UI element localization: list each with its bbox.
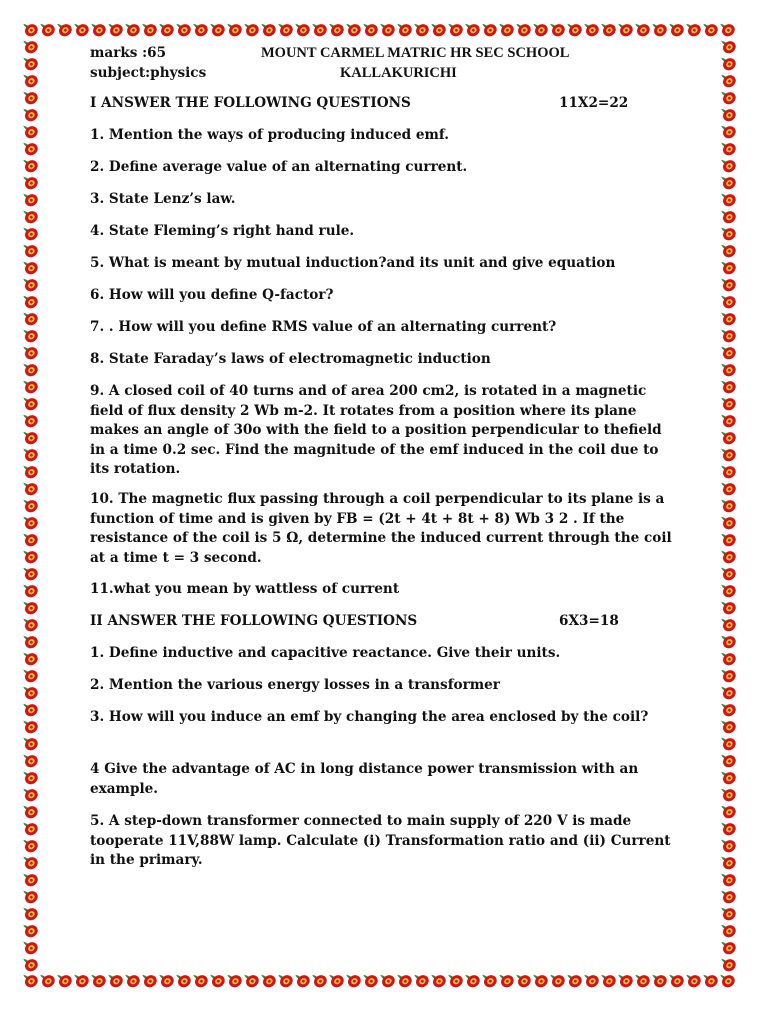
border-flower: [20, 698, 40, 719]
border-flower: [190, 18, 210, 39]
border-flower: [718, 324, 738, 345]
question-1-11: 11.what you mean by wattless of current: [90, 581, 400, 597]
border-flower: [462, 969, 482, 990]
border-flower: [683, 969, 703, 990]
border-flower: [394, 969, 414, 990]
border-flower: [173, 18, 193, 39]
border-flower: [20, 494, 40, 515]
border-flower: [718, 494, 738, 515]
border-flower: [718, 460, 738, 481]
border-flower: [718, 375, 738, 396]
section-2-title: II ANSWER THE FOLLOWING QUESTIONS: [90, 613, 418, 629]
border-flower: [292, 969, 312, 990]
border-flower: [241, 18, 261, 39]
border-flower: [37, 969, 57, 990]
border-flower: [718, 834, 738, 855]
question-1-9: 9. A closed coil of 40 turns and of area 200 cm2, is rotated in a magnetic field of flux density 2 Wb m-2. It rotates from a position where its plane makes an angle of 30o with the field to a position perpendicular to thefield in a time 0.2 sec. Find the magnitude of the emf induced in the coil due to its rotation.: [90, 383, 662, 477]
border-flower: [20, 103, 40, 124]
border-flower: [224, 18, 244, 39]
border-flower: [20, 851, 40, 872]
border-flower: [649, 969, 669, 990]
border-flower: [20, 443, 40, 464]
border-flower: [564, 969, 584, 990]
border-flower: [718, 732, 738, 753]
border-flower: [20, 324, 40, 345]
border-flower: [598, 18, 618, 39]
border-flower: [547, 18, 567, 39]
border-flower: [20, 783, 40, 804]
border-flower: [20, 392, 40, 413]
border-flower: [20, 205, 40, 226]
border-flower: [20, 409, 40, 430]
border-flower: [20, 375, 40, 396]
border-flower: [718, 749, 738, 770]
border-flower: [718, 562, 738, 583]
border-flower: [54, 969, 74, 990]
border-flower: [20, 647, 40, 668]
border-flower: [718, 69, 738, 90]
border-flower: [718, 103, 738, 124]
border-flower: [139, 969, 159, 990]
border-flower: [20, 919, 40, 940]
border-flower: [700, 969, 720, 990]
border-flower: [20, 341, 40, 362]
border-flower: [20, 834, 40, 855]
border-flower: [718, 171, 738, 192]
border-flower: [666, 969, 686, 990]
section-1-marks: 11X2=22: [559, 95, 629, 111]
border-flower: [20, 562, 40, 583]
border-flower: [479, 969, 499, 990]
border-flower: [258, 969, 278, 990]
question-1-3: 3. State Lenz’s law.: [90, 191, 236, 207]
border-flower: [20, 171, 40, 192]
border-flower: [292, 18, 312, 39]
border-flower: [394, 18, 414, 39]
border-flower: [718, 817, 738, 838]
section-1-title: I ANSWER THE FOLLOWING QUESTIONS: [90, 95, 411, 111]
border-flower: [530, 969, 550, 990]
border-flower: [20, 936, 40, 957]
border-flower: [513, 18, 533, 39]
border-flower: [496, 969, 516, 990]
question-2-1: 1. Define inductive and capacitive reactance. Give their units.: [90, 645, 561, 661]
total-marks: marks :65: [90, 45, 167, 61]
border-flower: [718, 698, 738, 719]
border-flower: [718, 613, 738, 634]
border-flower: [718, 307, 738, 328]
border-flower: [343, 969, 363, 990]
border-flower: [20, 358, 40, 379]
border-flower: [615, 18, 635, 39]
border-flower: [428, 969, 448, 990]
border-flower: [122, 969, 142, 990]
border-flower: [718, 630, 738, 651]
border-flower: [20, 188, 40, 209]
border-flower: [666, 18, 686, 39]
border-flower: [513, 969, 533, 990]
border-flower: [718, 868, 738, 889]
border-flower: [20, 868, 40, 889]
question-1-8: 8. State Faraday’s laws of electromagnetic induction: [90, 351, 491, 367]
border-flower: [530, 18, 550, 39]
border-flower: [479, 18, 499, 39]
border-flower: [20, 35, 40, 56]
border-flower: [88, 18, 108, 39]
border-flower: [156, 969, 176, 990]
border-flower: [377, 18, 397, 39]
border-flower: [20, 256, 40, 277]
border-flower: [718, 766, 738, 787]
border-flower: [20, 69, 40, 90]
question-1-5: 5. What is meant by mutual induction?and its unit and give equation: [90, 255, 616, 271]
border-flower: [718, 443, 738, 464]
border-flower: [411, 969, 431, 990]
border-flower: [718, 290, 738, 311]
border-flower: [462, 18, 482, 39]
border-flower: [718, 715, 738, 736]
border-flower: [207, 969, 227, 990]
border-flower: [718, 273, 738, 294]
border-flower: [20, 273, 40, 294]
border-flower: [20, 613, 40, 634]
border-flower: [20, 290, 40, 311]
border-flower: [718, 953, 738, 974]
border-flower: [717, 969, 737, 990]
border-flower: [445, 969, 465, 990]
border-flower: [20, 545, 40, 566]
border-flower: [718, 545, 738, 566]
border-flower: [718, 52, 738, 73]
border-flower: [718, 188, 738, 209]
border-flower: [20, 800, 40, 821]
border-flower: [122, 18, 142, 39]
border-flower: [20, 154, 40, 175]
border-flower: [683, 18, 703, 39]
border-flower: [20, 18, 40, 39]
question-2-3: 3. How will you induce an emf by changing the area enclosed by the coil?: [90, 709, 649, 725]
question-1-4: 4. State Fleming’s right hand rule.: [90, 223, 355, 239]
border-flower: [360, 969, 380, 990]
border-flower: [20, 239, 40, 260]
border-flower: [224, 969, 244, 990]
border-flower: [20, 52, 40, 73]
border-flower: [88, 969, 108, 990]
border-flower: [326, 969, 346, 990]
border-flower: [105, 18, 125, 39]
border-flower: [20, 749, 40, 770]
border-flower: [20, 885, 40, 906]
border-flower: [275, 18, 295, 39]
border-flower: [20, 511, 40, 532]
border-flower: [20, 766, 40, 787]
border-flower: [343, 18, 363, 39]
border-flower: [20, 222, 40, 243]
school-location: KALLAKURICHI: [340, 65, 457, 81]
border-flower: [156, 18, 176, 39]
border-flower: [20, 86, 40, 107]
border-flower: [309, 18, 329, 39]
border-flower: [20, 953, 40, 974]
border-flower: [20, 715, 40, 736]
question-2-4: 4 Give the advantage of AC in long distance power transmission with an example.: [90, 761, 639, 797]
border-flower: [718, 426, 738, 447]
border-flower: [20, 902, 40, 923]
border-flower: [20, 969, 40, 990]
border-flower: [309, 969, 329, 990]
border-flower: [718, 256, 738, 277]
border-flower: [718, 341, 738, 362]
question-2-5: 5. A step-down transformer connected to main supply of 220 V is made tooperate 11V,88W lamp. Calculate (i) Transformation ratio and (ii) Current in the primary.: [90, 813, 671, 868]
border-flower: [718, 222, 738, 243]
border-flower: [20, 137, 40, 158]
border-flower: [718, 800, 738, 821]
border-flower: [718, 35, 738, 56]
border-flower: [20, 426, 40, 447]
border-flower: [632, 969, 652, 990]
border-flower: [71, 969, 91, 990]
border-flower: [632, 18, 652, 39]
border-flower: [190, 969, 210, 990]
border-flower: [207, 18, 227, 39]
border-flower: [581, 969, 601, 990]
border-flower: [445, 18, 465, 39]
border-flower: [718, 579, 738, 600]
border-flower: [649, 18, 669, 39]
border-flower: [20, 596, 40, 617]
border-flower: [20, 477, 40, 498]
border-flower: [37, 18, 57, 39]
border-flower: [717, 18, 737, 39]
border-flower: [718, 919, 738, 940]
question-1-10: 10. The magnetic flux passing through a coil perpendicular to its plane is a function of time and is given by FB = (2t + 4t + 8t + 8) Wb 3 2 . If the resistance of the coil is 5 Ω, determine the induced current through the coil at a time t = 3 second.: [90, 491, 672, 566]
border-flower: [615, 969, 635, 990]
border-flower: [20, 579, 40, 600]
border-flower: [275, 969, 295, 990]
border-flower: [547, 969, 567, 990]
border-flower: [20, 732, 40, 753]
border-flower: [700, 18, 720, 39]
border-flower: [718, 511, 738, 532]
section-2-marks: 6X3=18: [559, 613, 619, 629]
border-flower: [718, 681, 738, 702]
border-flower: [718, 154, 738, 175]
border-flower: [718, 392, 738, 413]
border-flower: [71, 18, 91, 39]
border-flower: [718, 885, 738, 906]
border-flower: [718, 596, 738, 617]
border-flower: [428, 18, 448, 39]
border-flower: [718, 205, 738, 226]
border-flower: [718, 120, 738, 141]
question-2-2: 2. Mention the various energy losses in a transformer: [90, 677, 500, 693]
border-flower: [326, 18, 346, 39]
border-flower: [258, 18, 278, 39]
border-flower: [718, 86, 738, 107]
border-flower: [20, 120, 40, 141]
question-1-6: 6. How will you define Q-factor?: [90, 287, 334, 303]
question-1-7: 7. . How will you define RMS value of an alternating current?: [90, 319, 557, 335]
border-flower: [718, 647, 738, 668]
border-flower: [718, 409, 738, 430]
border-flower: [139, 18, 159, 39]
border-flower: [360, 18, 380, 39]
border-flower: [20, 307, 40, 328]
border-flower: [411, 18, 431, 39]
border-flower: [718, 528, 738, 549]
border-flower: [20, 817, 40, 838]
border-flower: [564, 18, 584, 39]
border-flower: [718, 137, 738, 158]
border-flower: [598, 969, 618, 990]
border-flower: [718, 902, 738, 923]
border-flower: [20, 630, 40, 651]
school-name: MOUNT CARMEL MATRIC HR SEC SCHOOL: [261, 45, 570, 61]
border-flower: [20, 528, 40, 549]
border-flower: [173, 969, 193, 990]
border-flower: [718, 239, 738, 260]
border-flower: [718, 358, 738, 379]
question-1-1: 1. Mention the ways of producing induced emf.: [90, 127, 450, 143]
border-flower: [54, 18, 74, 39]
border-flower: [105, 969, 125, 990]
border-flower: [718, 477, 738, 498]
border-flower: [496, 18, 516, 39]
border-flower: [20, 681, 40, 702]
border-flower: [718, 936, 738, 957]
border-flower: [20, 664, 40, 685]
border-flower: [20, 460, 40, 481]
border-flower: [241, 969, 261, 990]
subject-label: subject:physics: [90, 65, 207, 81]
border-flower: [377, 969, 397, 990]
border-flower: [718, 851, 738, 872]
border-flower: [718, 783, 738, 804]
border-flower: [581, 18, 601, 39]
border-flower: [718, 664, 738, 685]
question-1-2: 2. Define average value of an alternating current.: [90, 159, 468, 175]
